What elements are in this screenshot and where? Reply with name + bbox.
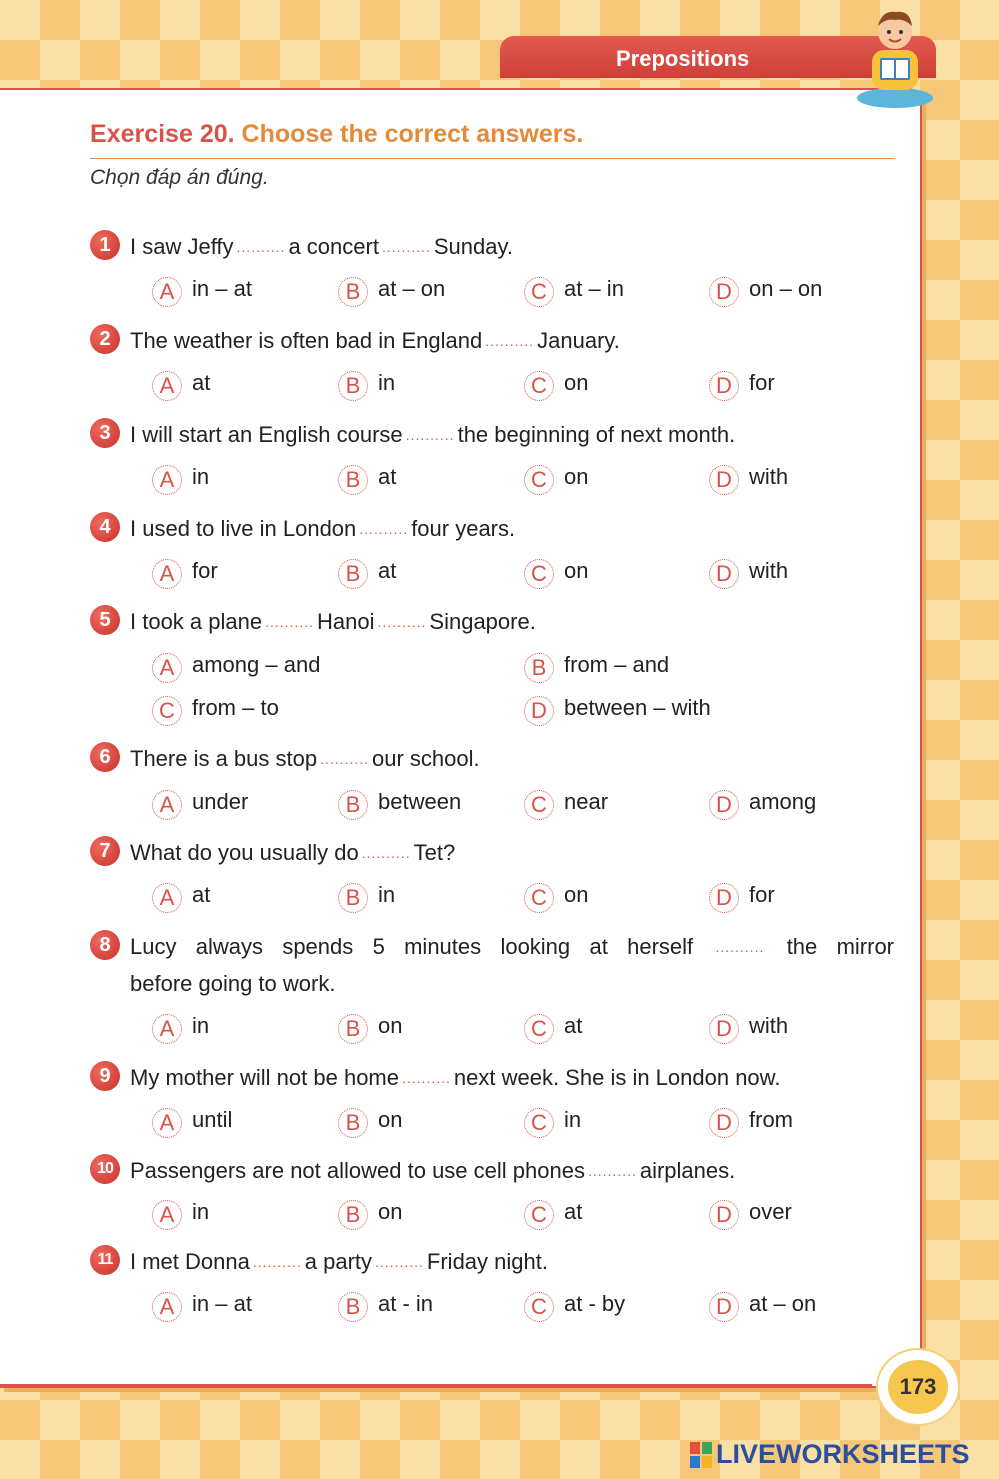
question-number: 3	[90, 418, 120, 448]
answer-blank[interactable]: ..........	[405, 427, 455, 443]
option-b[interactable]: B in	[338, 882, 395, 913]
exercise-subtitle: Chọn đáp án đúng.	[90, 166, 269, 189]
question-text: There is a bus stop .......... our school.	[130, 746, 480, 771]
option-d[interactable]: D with	[709, 464, 788, 495]
question-text: I took a plane .......... Hanoi .......... Singapore.	[130, 609, 536, 634]
answer-blank[interactable]: ..........	[359, 521, 409, 537]
option-d[interactable]: D on – on	[709, 276, 822, 307]
option-a[interactable]: A among – and	[152, 652, 320, 683]
boy-reading-mascot-icon	[852, 6, 938, 110]
question-number: 7	[90, 836, 120, 866]
question-text: Passengers are not allowed to use cell phones .......... airplanes.	[130, 1158, 736, 1183]
option-d[interactable]: D from	[709, 1107, 793, 1138]
question-number: 11	[90, 1245, 120, 1275]
answer-blank[interactable]: ..........	[402, 1070, 451, 1086]
option-c[interactable]: C on	[524, 370, 588, 401]
option-b[interactable]: B on	[338, 1199, 402, 1230]
question-number: 6	[90, 742, 120, 772]
option-c[interactable]: C on	[524, 558, 588, 589]
option-d[interactable]: D over	[709, 1199, 792, 1230]
option-d[interactable]: D at – on	[709, 1291, 816, 1322]
answer-blank[interactable]: ..........	[252, 1254, 302, 1270]
option-a[interactable]: A at	[152, 882, 210, 913]
option-a[interactable]: A in – at	[152, 1291, 252, 1322]
answer-blank[interactable]: ..........	[485, 333, 535, 349]
question-text: I will start an English course .......... the beginning of next month.	[130, 422, 736, 447]
question-number: 1	[90, 230, 120, 260]
exercise-number: Exercise 20.	[90, 120, 235, 148]
option-b[interactable]: B between	[338, 789, 461, 820]
answer-blank[interactable]: ..........	[265, 614, 315, 630]
question-text: I saw Jeffy .......... a concert .......... Sunday.	[130, 234, 513, 259]
option-b[interactable]: B at	[338, 464, 396, 495]
answer-blank[interactable]: ..........	[375, 1254, 424, 1270]
answer-blank[interactable]: ..........	[236, 239, 286, 255]
option-b[interactable]: B at - in	[338, 1291, 433, 1322]
answer-blank[interactable]: ..........	[715, 939, 765, 955]
option-a[interactable]: A in	[152, 1013, 209, 1044]
option-a[interactable]: A in	[152, 1199, 209, 1230]
option-c[interactable]: C at	[524, 1013, 582, 1044]
option-a[interactable]: A for	[152, 558, 218, 589]
answer-blank[interactable]: ..........	[587, 1163, 637, 1179]
question-number: 5	[90, 605, 120, 635]
brand-name: LIVEWORKSHEETS	[716, 1439, 970, 1469]
option-c[interactable]: C near	[524, 789, 608, 820]
option-d[interactable]: D with	[709, 558, 788, 589]
question-text: Lucy always spends 5 minutes looking at herself .......... the mirror	[130, 934, 895, 959]
option-b[interactable]: B on	[338, 1013, 402, 1044]
option-c[interactable]: C on	[524, 464, 588, 495]
option-c[interactable]: C on	[524, 882, 588, 913]
option-a[interactable]: A under	[152, 789, 248, 820]
option-b[interactable]: B at – on	[338, 276, 445, 307]
question-text: I used to live in London .......... four years.	[130, 516, 516, 541]
option-a[interactable]: A until	[152, 1107, 232, 1138]
section-title: Prepositions	[616, 46, 750, 71]
option-a[interactable]: A at	[152, 370, 210, 401]
option-d[interactable]: D among	[709, 789, 816, 820]
option-c[interactable]: C at - by	[524, 1291, 625, 1322]
answer-blank[interactable]: ..........	[381, 239, 431, 255]
question-text-continued: before going to work.	[130, 971, 336, 996]
option-c[interactable]: C in	[524, 1107, 581, 1138]
option-d[interactable]: D for	[709, 370, 775, 401]
option-b[interactable]: B in	[338, 370, 395, 401]
question-text: My mother will not be home .......... next week. She is in London now.	[130, 1065, 781, 1090]
exercise-instruction: Choose the correct answers.	[241, 120, 584, 148]
question-number: 9	[90, 1061, 120, 1091]
option-b[interactable]: B at	[338, 558, 396, 589]
question-text: The weather is often bad in England .......... January.	[130, 328, 620, 353]
option-b[interactable]: B on	[338, 1107, 402, 1138]
exercise-title	[90, 120, 583, 149]
option-d[interactable]: D with	[709, 1013, 788, 1044]
option-a[interactable]: A in – at	[152, 276, 252, 307]
question-text: What do you usually do .......... Tet?	[130, 840, 456, 865]
option-c[interactable]: C from – to	[152, 695, 279, 726]
option-a[interactable]: A in	[152, 464, 209, 495]
answer-blank[interactable]: ..........	[377, 614, 427, 630]
option-c[interactable]: C at	[524, 1199, 582, 1230]
liveworksheets-logo-icon	[690, 1442, 712, 1468]
option-c[interactable]: C at – in	[524, 276, 624, 307]
option-d[interactable]: D between – with	[524, 695, 711, 726]
brand-footer	[690, 1439, 970, 1469]
option-d[interactable]: D for	[709, 882, 775, 913]
question-number: 10	[90, 1154, 120, 1184]
page-number: 173	[888, 1360, 948, 1414]
question-number: 2	[90, 324, 120, 354]
answer-blank[interactable]: ..........	[361, 845, 411, 861]
title-divider	[90, 158, 895, 159]
question-number: 8	[90, 930, 120, 960]
option-b[interactable]: B from – and	[524, 652, 669, 683]
question-text: I met Donna .......... a party .......... Friday night.	[130, 1249, 548, 1274]
question-number: 4	[90, 512, 120, 542]
footer-divider	[0, 1384, 872, 1386]
answer-blank[interactable]: ..........	[320, 751, 370, 767]
